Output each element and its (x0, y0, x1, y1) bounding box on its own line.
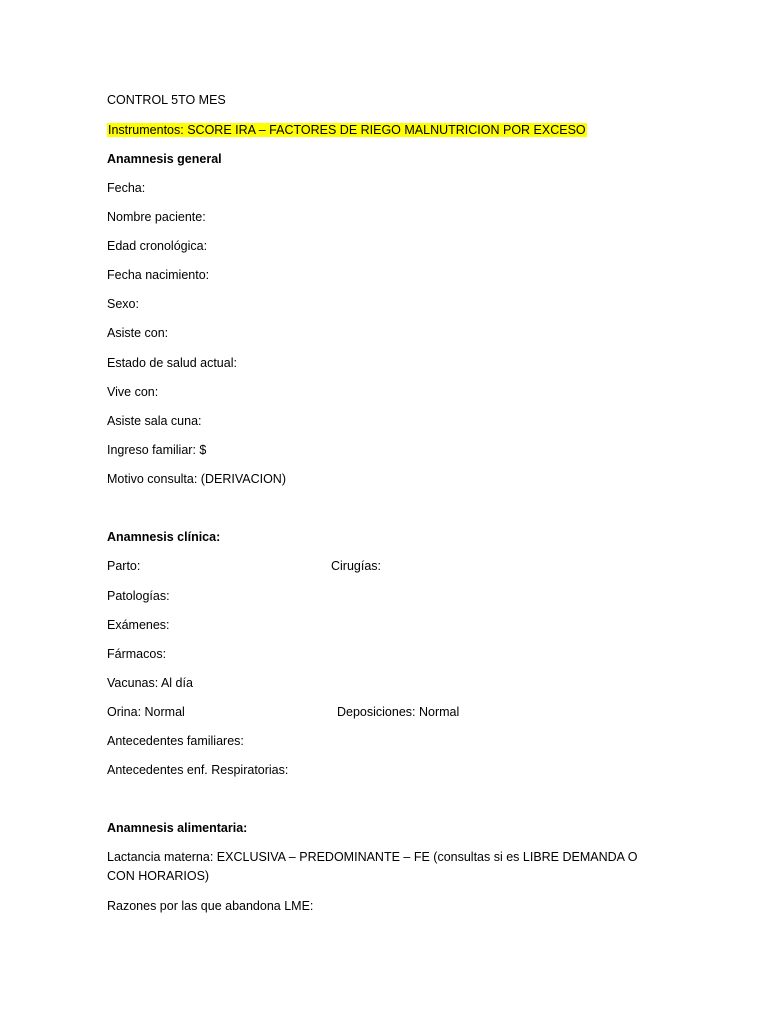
field-vive-con: Vive con: (107, 385, 159, 399)
field-deposiciones: Deposiciones: Normal (337, 705, 460, 719)
field-sala-cuna: Asiste sala cuna: (107, 414, 202, 428)
field-nombre-paciente: Nombre paciente: (107, 210, 206, 224)
field-cirugias: Cirugías: (331, 559, 382, 573)
field-razones-abandono: Razones por las que abandona LME: (107, 899, 314, 913)
clinical-heading: Anamnesis clínica: (107, 530, 221, 544)
instruments-line (107, 121, 587, 140)
field-fecha: Fecha: (107, 181, 146, 195)
field-edad-cronologica: Edad cronológica: (107, 239, 208, 253)
field-farmacos: Fármacos: (107, 647, 167, 661)
field-motivo-consulta: Motivo consulta: (DERIVACION) (107, 472, 286, 486)
field-parto: Parto: (107, 559, 141, 573)
general-heading: Anamnesis general (107, 152, 222, 166)
document-title: CONTROL 5TO MES (107, 93, 226, 107)
field-antecedentes-respiratorias: Antecedentes enf. Respiratorias: (107, 763, 289, 777)
field-lactancia: Lactancia materna: EXCLUSIVA – PREDOMINANTE – FE (consultas si es LIBRE DEMANDA O CON HORARIOS) (107, 850, 638, 883)
instruments-highlight: Instrumentos: SCORE IRA – FACTORES DE RIEGO MALNUTRICION POR EXCESO (108, 123, 586, 137)
field-asiste-con: Asiste con: (107, 326, 169, 340)
field-vacunas: Vacunas: Al día (107, 676, 193, 690)
field-sexo: Sexo: (107, 297, 139, 311)
field-estado-salud: Estado de salud actual: (107, 356, 237, 370)
field-examenes: Exámenes: (107, 618, 170, 632)
food-heading: Anamnesis alimentaria: (107, 821, 248, 835)
field-fecha-nacimiento: Fecha nacimiento: (107, 268, 210, 282)
field-antecedentes-familiares: Antecedentes familiares: (107, 734, 244, 748)
field-ingreso-familiar: Ingreso familiar: $ (107, 443, 207, 457)
field-orina: Orina: Normal (107, 705, 185, 719)
field-patologias: Patologías: (107, 589, 170, 603)
